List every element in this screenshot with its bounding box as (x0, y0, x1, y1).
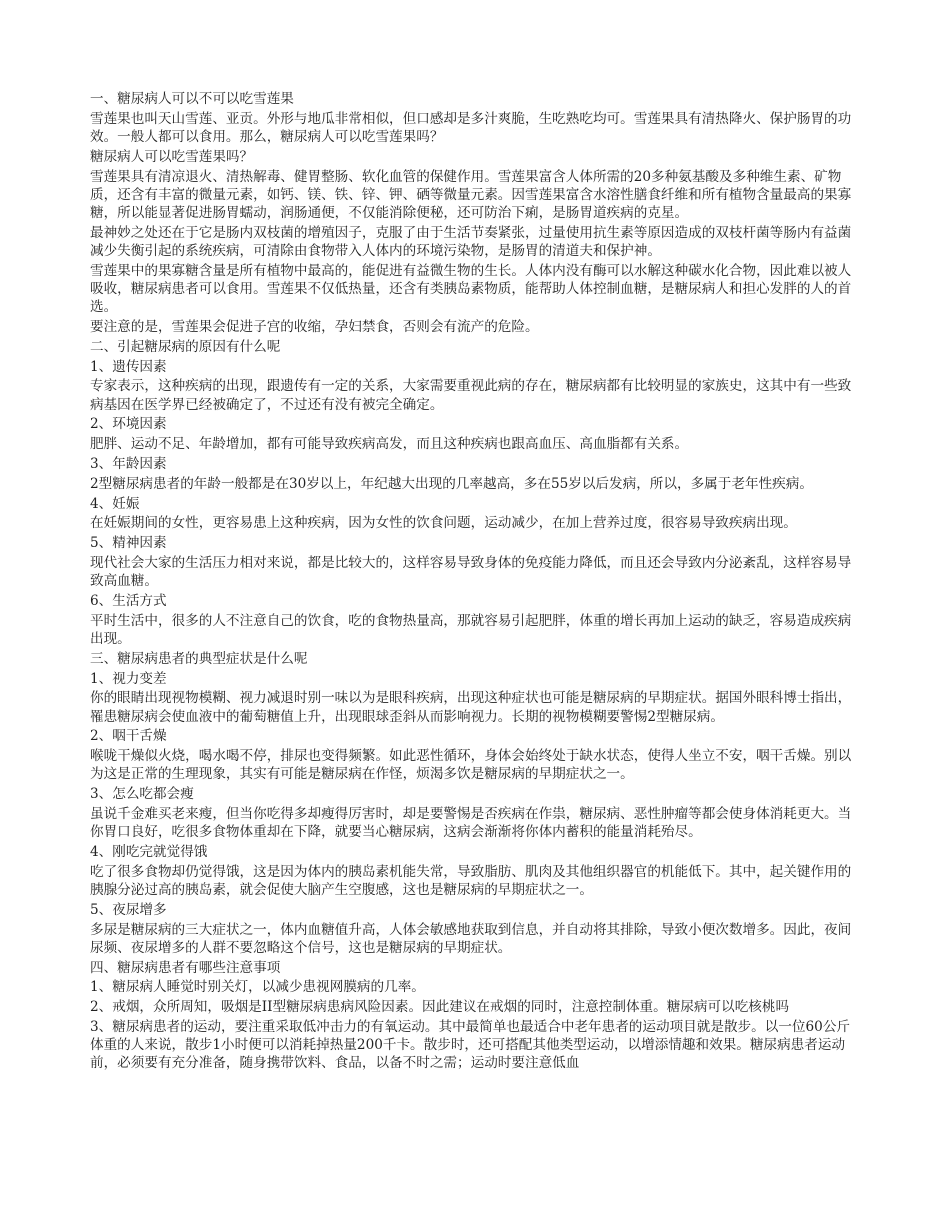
subheading: 5、夜尿增多 (90, 901, 167, 918)
paragraph: 虽说千金难买老来瘦，但当你吃得多却瘦得厉害时，却是要警惕是否疾病在作祟，糖尿病、恶性肿瘤等都会使身体消耗更大。当你胃口良好，吃很多食物体重却在下降，就要当心糖尿病，这病会渐渐将你体内蓄积的能量消耗殆尽。 (90, 805, 852, 841)
paragraph: 3、糖尿病患者的运动，要注重采取低冲击力的有氧运动。其中最简单也最适合中老年患者的运动项目就是散步。以一位60公斤体重的人来说，散步1小时便可以消耗掉热量200千卡。散步时，还可搭配其他类型运动，以增添情趣和效果。糖尿病患者运动前，必须要有充分准备，随身携带饮料、食品，以备不时之需；运动时要注意低血 (90, 1018, 851, 1072)
paragraph: 2、戒烟，众所周知，吸烟是II型糖尿病患病风险因素。因此建议在戒烟的同时，注意控制体重。糖尿病可以吃核桃吗 (90, 999, 790, 1016)
subheading: 6、生活方式 (90, 592, 167, 609)
heading-section-3: 三、糖尿病患者的典型症状是什么呢 (90, 650, 308, 667)
paragraph: 在妊娠期间的女性，更容易患上这种疾病，因为女性的饮食问题，运动减少，在加上营养过度，很容易导致疾病出现。 (90, 515, 797, 532)
subheading: 1、视力变差 (90, 670, 167, 687)
paragraph: 最神妙之处还在于它是肠内双枝菌的增殖因子，克服了由于生活节奏紧张，过量使用抗生素等原因造成的双枝杆菌等肠内有益菌减少失衡引起的系统疾病，可清除由食物带入人体内的环境污染物，是肠胃的清道夫和保护神。 (90, 224, 852, 259)
subheading: 3、怎么吃都会瘦 (90, 786, 194, 803)
paragraph: 2型糖尿病患者的年龄一般都是在30岁以上，年纪越大出现的几率越高，多在55岁以后发病，所以，多属于老年性疾病。 (90, 475, 813, 492)
heading-section-4: 四、糖尿病患者有哪些注意事项 (90, 959, 281, 976)
paragraph: 糖尿病人可以吃雪莲果吗？ (90, 148, 254, 165)
subheading: 2、环境因素 (90, 416, 167, 433)
paragraph: 雪莲果中的果寡糖含量是所有植物中最高的，能促进有益微生物的生长。人体内没有酶可以水解这种碳水化合物，因此难以被人吸收，糖尿病患者可以食用。雪莲果不仅低热量，还含有类胰岛素物质，能帮助人体控制血糖，是糖尿病人和担心发胖的人的首选。 (90, 262, 852, 316)
heading-section-1: 一、糖尿病人可以不可以吃雪莲果 (90, 91, 294, 107)
heading-section-2: 二、引起糖尿病的原因有什么呢 (90, 338, 281, 355)
paragraph: 雪莲果具有清凉退火、清热解毒、健胃整肠、软化血管的保健作用。雪莲果富含人体所需的20多种氨基酸及多种维生素、矿物质，还含有丰富的微量元素，如钙、镁、铁、锌、钾、硒等微量元素。因雪莲果富含水溶性膳食纤维和所有植物含量最高的果寡糖，所以能显著促进肠胃蠕动，润肠通便，不仅能消除便秘，还可防治下痢，是肠胃道疾病的克星。 (90, 168, 852, 221)
paragraph: 雪莲果也叫天山雪莲、亚贡。外形与地瓜非常相似，但口感却是多汁爽脆，生吃熟吃均可。雪莲果具有清热降火、保护肠胃的功效。一般人都可以食用。那么，糖尿病人可以吃雪莲果吗？ (90, 110, 852, 145)
paragraph: 要注意的是，雪莲果会促进子宫的收缩，孕妇禁食，否则会有流产的危险。 (90, 319, 539, 335)
paragraph: 肥胖、运动不足、年龄增加，都有可能导致疾病高发，而且这种疾病也跟高血压、高血脂都有关系。 (90, 436, 689, 453)
paragraph: 现代社会大家的生活压力相对来说，都是比较大的，这样容易导致身体的免疫能力降低，而且还会导致内分泌紊乱，这样容易导致高血糖。 (90, 554, 852, 590)
subheading: 4、妊娠 (90, 495, 140, 512)
paragraph: 专家表示，这种疾病的出现，跟遗传有一定的关系，大家需要重视此病的存在，糖尿病都有比较明显的家族史，这其中有一些致病基因在医学界已经被确定了，不过还有没有被完全确定。 (90, 378, 852, 413)
paragraph: 吃了很多食物却仍觉得饿，这是因为体内的胰岛素机能失常，导致脂肪、肌肉及其他组织器官的机能低下。其中，起关键作用的胰腺分泌过高的胰岛素，就会促使大脑产生空腹感，这也是糖尿病的早期症状之一。 (90, 863, 852, 898)
subheading: 4、刚吃完就觉得饿 (90, 843, 208, 860)
paragraph: 多尿是糖尿病的三大症状之一，体内血糖值升高，人体会敏感地获取到信息，并自动将其排除，导致小便次数增多。因此，夜间尿频、夜尿增多的人群不要忽略这个信号，这也是糖尿病的早期症状。 (90, 921, 852, 956)
subheading: 2、咽干舌燥 (90, 728, 167, 745)
subheading: 3、年龄因素 (90, 455, 167, 472)
subheading: 1、遗传因素 (90, 358, 167, 375)
paragraph: 平时生活中，很多的人不注意自己的饮食，吃的食物热量高，那就容易引起肥胖，体重的增长再加上运动的缺乏，容易造成疾病出现。 (90, 612, 852, 647)
paragraph: 1、糖尿病人睡觉时别关灯，以减少患视网膜病的几率。 (90, 979, 425, 996)
subheading: 5、精神因素 (90, 535, 167, 552)
paragraph: 你的眼睛出现视物模糊、视力减退时别一味以为是眼科疾病，出现这种症状也可能是糖尿病的早期症状。据国外眼科博士指出，罹患糖尿病会使血液中的葡萄糖值上升，出现眼球歪斜从而影响视力。长期的视物模糊要警惕2型糖尿病。 (90, 690, 852, 725)
paragraph: 喉咙干燥似火烧，喝水喝不停，排尿也变得频繁。如此恶性循环，身体会始终处于缺水状态，使得人坐立不安，咽干舌燥。别以为这是正常的生理现象，其实有可能是糖尿病在作怪，烦渴多饮是糖尿病的早期症状之一。 (90, 748, 852, 783)
